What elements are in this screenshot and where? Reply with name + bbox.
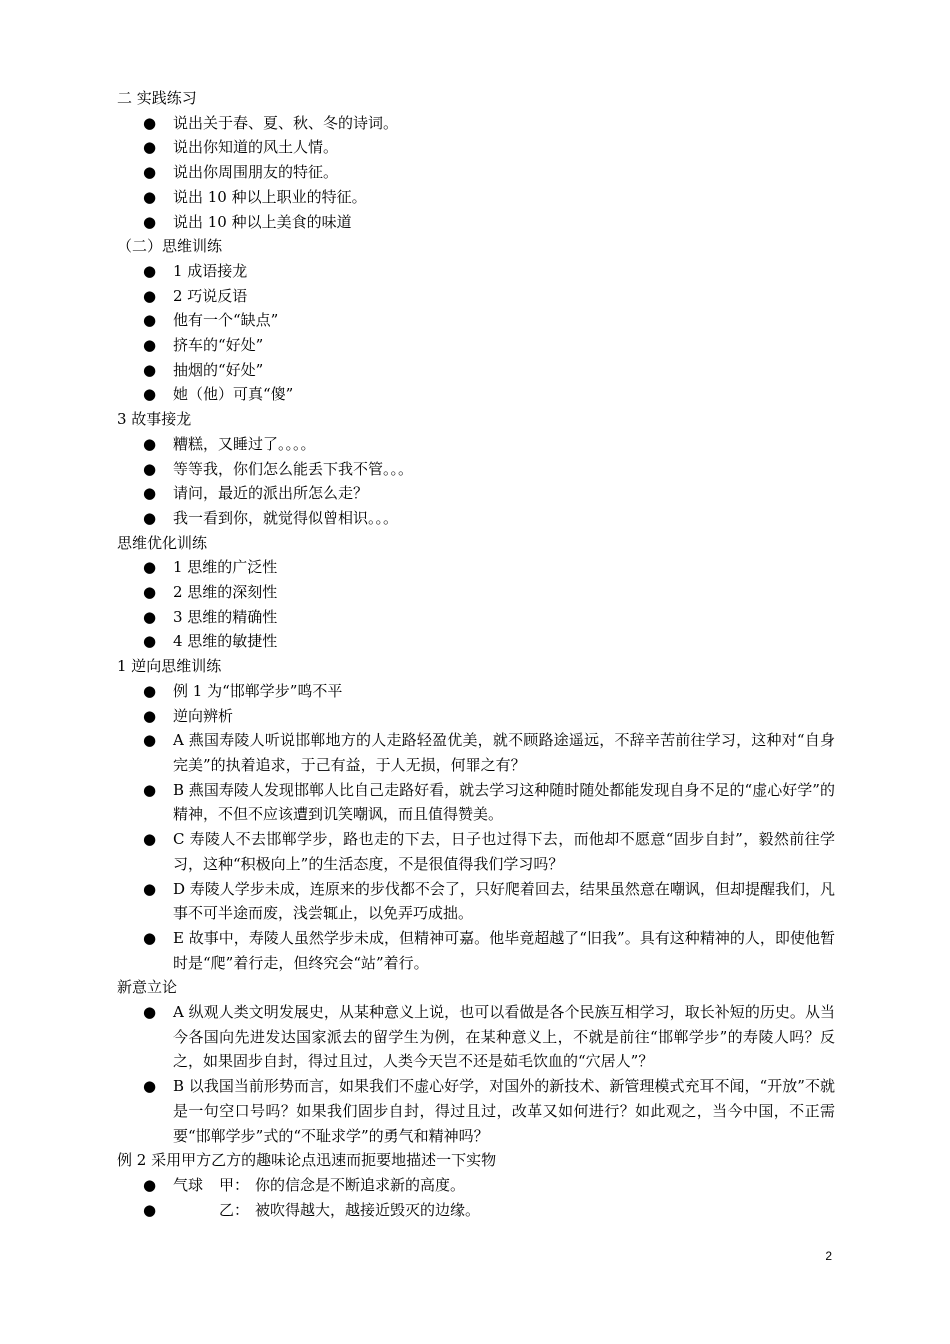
list-item: ● 请问，最近的派出所怎么走？ [117,481,835,506]
bullet-icon: ● [143,385,157,404]
bullet-icon: ● [143,286,157,305]
list-item: ● 我一看到你，就觉得似曾相识。。。 [117,506,835,531]
list-new-argument [117,1000,835,1148]
bullet-icon: ● [143,434,157,453]
bullet-icon: ● [143,360,157,379]
list-item [117,1173,835,1198]
bullet-icon: ● [143,1200,157,1219]
list-item: ● 1 成语接龙 [117,259,835,284]
bullet-icon: ● [143,830,157,849]
bullet-icon: ● [143,459,157,478]
list-item: ● B 以我国当前形势而言，如果我们不虚心好学，对国外的新技术、新管理模式充耳不闻，“开放”不就是一句空口号吗？如果我们固步自封，得过且过，改革又如何进行？如此观之，当今中国，不正需要“邯郸学步”式的“不耻求学”的勇气和精神吗？ [117,1074,835,1148]
page-number: 2 [825,1249,832,1263]
bullet-icon: ● [143,1175,157,1194]
heading-practice: 二 实践练习 [117,89,197,107]
bullet-icon: ● [143,113,157,132]
side-text: 被吹得越大，越接近毁灭的边缘。 [255,1200,481,1219]
bullet-icon: ● [143,632,157,651]
list-practice [117,111,835,235]
heading-story: 3 故事接龙 [117,410,192,429]
bullet-icon: ● [143,508,157,527]
bullet-icon: ● [143,879,157,898]
list-item: ● 糟糕，又睡过了。。。。 [117,432,835,457]
list-item [117,1198,835,1223]
list-example-2 [117,1173,835,1222]
list-item: ● 4 思维的敏捷性 [117,629,835,654]
bullet-icon: ● [143,336,157,355]
list-item: ● 1 思维的广泛性 [117,555,835,580]
list-item: ● 2 思维的深刻性 [117,580,835,605]
heading-reverse: 1 逆向思维训练 [117,657,222,676]
bullet-icon: ● [143,163,157,182]
bullet-icon: ● [143,311,157,330]
heading-thinking: （二）思维训练 [117,237,223,256]
bullet-icon: ● [143,583,157,602]
list-item: ● 2 巧说反语 [117,284,835,309]
bullet-icon: ● [143,187,157,206]
bullet-icon: ● [143,780,157,799]
list-item: ● B 燕国寿陵人发现邯郸人比自己走路好看，就去学习这种随时随处都能发现自身不足的“虚心好学”的精神，不但不应该遭到讥笑嘲讽，而且值得赞美。 [117,778,835,827]
heading-optimize: 思维优化训练 [117,533,208,552]
bullet-icon: ● [143,681,157,700]
bullet-icon: ● [143,261,157,280]
heading-new-argument: 新意立论 [117,978,178,997]
bullet-icon: ● [143,1077,157,1096]
bullet-icon: ● [143,928,157,947]
list-item: ● 说出 10 种以上美食的味道 [117,210,835,235]
bullet-icon: ● [143,138,157,157]
bullet-icon: ● [143,212,157,231]
list-story [117,432,835,531]
bullet-icon: ● [143,731,157,750]
list-item: ● D 寿陵人学步未成，连原来的步伐都不会了，只好爬着回去，结果虽然意在嘲讽，但却提醒我们，凡事不可半途而废，浅尝辄止，以免弄巧成拙。 [117,877,835,926]
list-item: ● A 纵观人类文明发展史，从某种意义上说，也可以看做是各个民族互相学习，取长补短的历史。从当今各国向先进发达国家派去的留学生为例，在某种意义上，不就是前往“邯郸学步”的寿陵人吗？反之，如果固步自封，得过且过，人类今天岂不还是茹毛饮血的“穴居人”？ [117,1000,835,1074]
bullet-icon: ● [143,706,157,725]
list-thinking [117,259,835,407]
object-label: 气球 [173,1175,204,1194]
list-item: ● 等等我，你们怎么能丢下我不管。。。 [117,457,835,482]
list-item: ● 逆向辨析 [117,704,835,729]
bullet-icon: ● [143,1003,157,1022]
list-item: ● 例 1 为“邯郸学步”鸣不平 [117,679,835,704]
bullet-icon: ● [143,558,157,577]
list-item: ● 3 思维的精确性 [117,605,835,630]
list-item: ● C 寿陵人不去邯郸学步，路也走的下去，日子也过得下去，而他却不愿意“固步自封”，毅然前往学习，这种“积极向上”的生活态度，不是很值得我们学习吗？ [117,827,835,876]
list-item: ● 挤车的“好处” [117,333,835,358]
list-item: ● 说出你周围朋友的特征。 [117,160,835,185]
list-item: ● 说出关于春、夏、秋、冬的诗词。 [117,111,835,136]
list-item: ● E 故事中，寿陵人虽然学步未成，但精神可嘉。他毕竟超越了“旧我”。具有这种精神的人，即使他暂时是“爬”着行走，但终究会“站”着行。 [117,926,835,975]
list-reverse [117,679,835,975]
bullet-icon: ● [143,484,157,503]
list-item: ● 说出你知道的风土人情。 [117,135,835,160]
list-item: ● 说出 10 种以上职业的特征。 [117,185,835,210]
list-optimize [117,555,835,654]
document-page [117,86,835,1222]
bullet-icon: ● [143,607,157,626]
list-item: ● 抽烟的“好处” [117,358,835,383]
side-label: 甲： [219,1175,250,1194]
list-item: ● 他有一个“缺点” [117,308,835,333]
list-item: ● 她（他）可真“傻” [117,382,835,407]
list-item: ● A 燕国寿陵人听说邯郸地方的人走路轻盈优美，就不顾路途遥远，不辞辛苦前往学习，这种对“自身完美”的执着追求，于己有益，于人无损，何罪之有？ [117,728,835,777]
side-text: 你的信念是不断追求新的高度。 [255,1175,466,1194]
side-label: 乙： [219,1200,250,1219]
heading-example-2: 例 2 采用甲方乙方的趣味论点迅速而扼要地描述一下实物 [117,1151,497,1170]
